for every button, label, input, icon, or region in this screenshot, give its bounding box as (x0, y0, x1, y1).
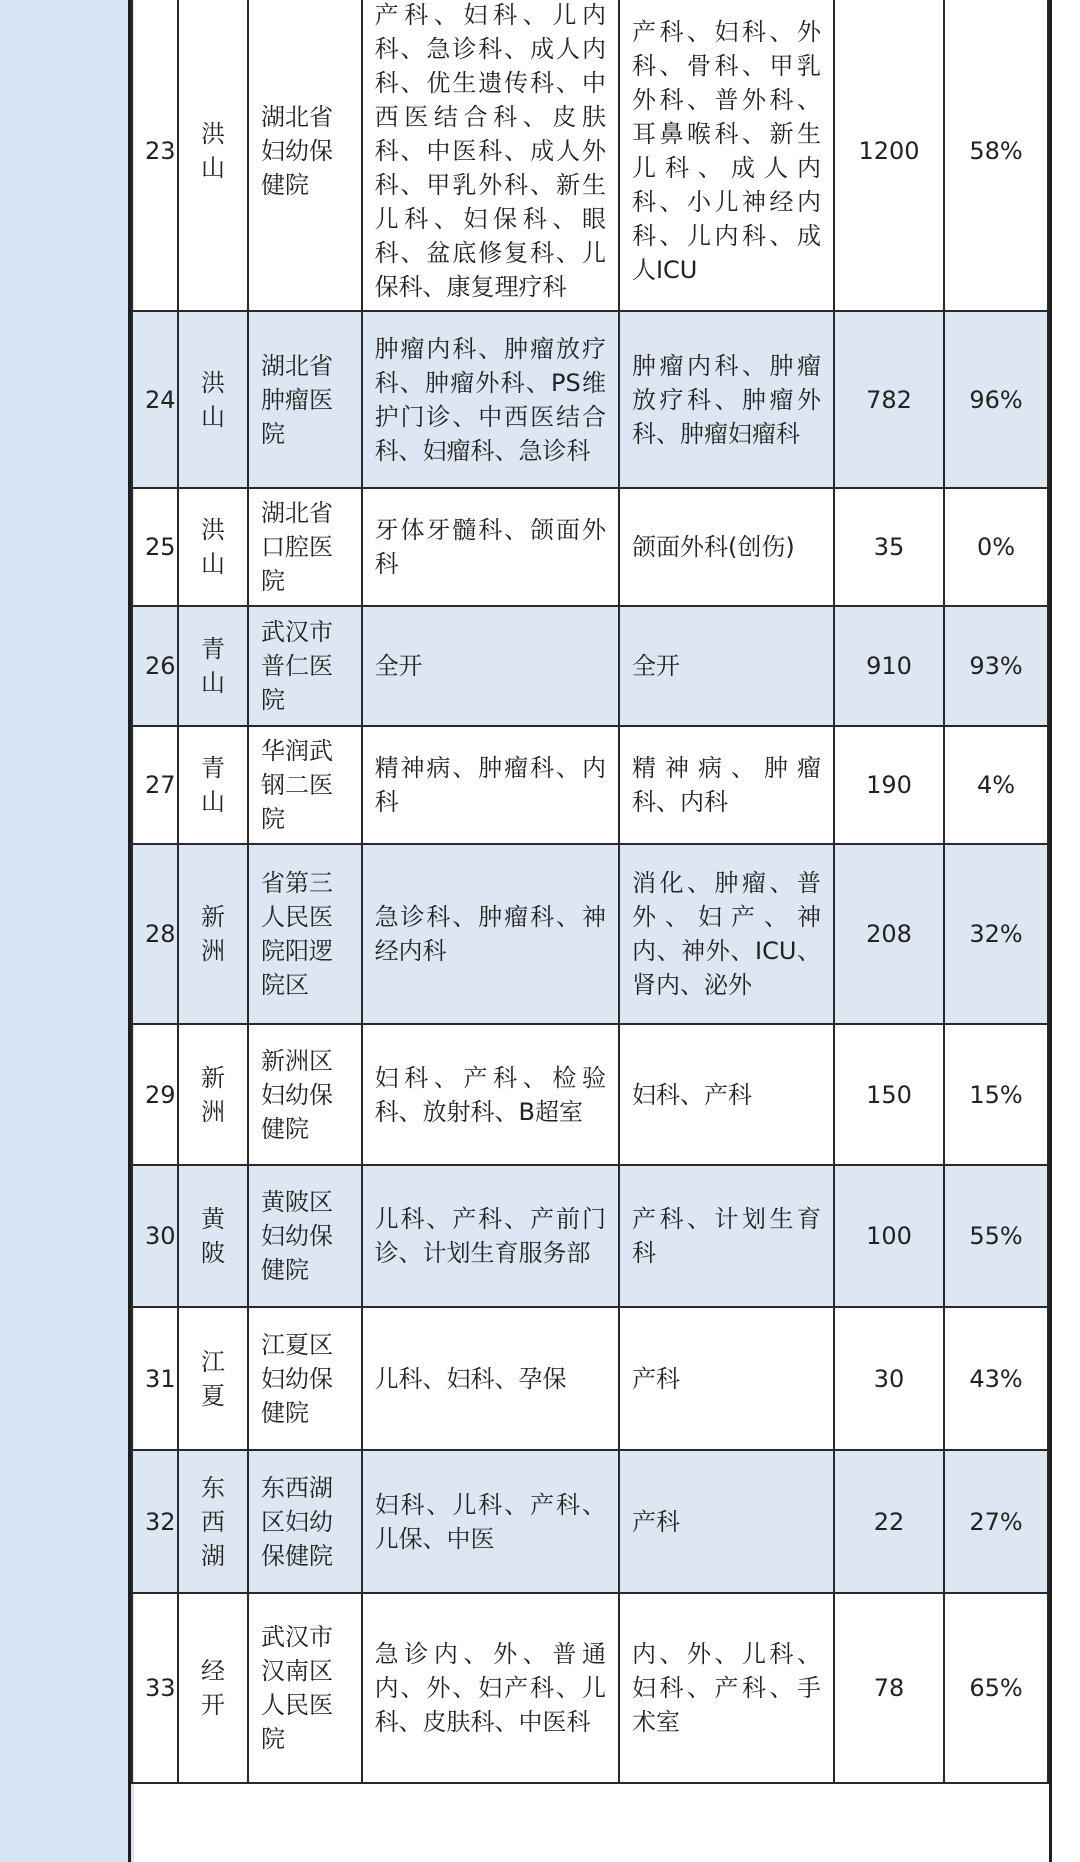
hospital-cell (248, 606, 362, 726)
district-text: 青 山 (200, 754, 225, 816)
open-departments: 急诊科、肿瘤科、神经内科 (362, 844, 619, 1024)
hospital-cell (248, 1024, 362, 1165)
hospital-cell (248, 1165, 362, 1307)
table-row (132, 606, 1048, 726)
open-departments: 产科、妇科、儿内科、急诊科、成人内科、优生遗传科、中西医结合科、皮肤科、中医科、成人外科、甲乳外科、新生儿科、妇保科、眼科、盆底修复科、儿保科、康复理疗科 (362, 0, 619, 311)
hospital-name: 黄陂区 妇幼保 健院 (260, 1188, 333, 1284)
hospital-cell (248, 311, 362, 488)
short-departments: 产科 (619, 1450, 834, 1593)
table-row (132, 311, 1048, 488)
short-departments: 内、外、儿科、妇科、产科、手术室 (619, 1593, 834, 1783)
open-departments: 儿科、产科、产前门诊、计划生育服务部 (362, 1165, 619, 1307)
bed-count: 30 (834, 1307, 944, 1450)
open-departments: 牙体牙髓科、颌面外科 (362, 488, 619, 606)
district-text: 青 山 (200, 635, 225, 697)
hospital-name: 湖北省 肿瘤医 院 (260, 351, 333, 448)
hospital-cell (248, 1307, 362, 1450)
bed-count: 1200 (834, 0, 944, 311)
row-index: 25 (132, 488, 178, 606)
short-departments: 妇科、产科 (619, 1024, 834, 1165)
open-departments: 妇科、儿科、产科、儿保、中医 (362, 1450, 619, 1593)
bed-count: 100 (834, 1165, 944, 1307)
row-index: 31 (132, 1307, 178, 1450)
row-index: 29 (132, 1024, 178, 1165)
left-side-band (0, 0, 134, 1862)
occupancy-rate: 0% (944, 488, 1048, 606)
occupancy-rate: 93% (944, 606, 1048, 726)
short-departments: 产科 (619, 1307, 834, 1450)
occupancy-rate: 65% (944, 1593, 1048, 1783)
district-cell (178, 1024, 248, 1165)
bed-count: 22 (834, 1450, 944, 1593)
district-cell (178, 311, 248, 488)
district-text: 江 夏 (200, 1347, 225, 1410)
hospital-cell (248, 844, 362, 1024)
district-cell (178, 1307, 248, 1450)
hospital-cell (248, 0, 362, 311)
hospital-name: 东西湖 区妇幼 保健院 (260, 1473, 333, 1570)
bed-count: 78 (834, 1593, 944, 1783)
occupancy-rate: 96% (944, 311, 1048, 488)
hospital-cell (248, 1593, 362, 1783)
right-margin (1052, 0, 1080, 1862)
row-index: 27 (132, 726, 178, 844)
occupancy-rate: 32% (944, 844, 1048, 1024)
hospital-name: 湖北省 妇幼保 健院 (260, 103, 333, 199)
bed-count: 35 (834, 488, 944, 606)
row-index: 23 (132, 0, 178, 311)
open-departments: 儿科、妇科、孕保 (362, 1307, 619, 1450)
occupancy-rate: 58% (944, 0, 1048, 311)
hospital-cell (248, 488, 362, 606)
short-departments: 消化、肿瘤、普外、妇产、神内、神外、ICU、肾内、泌外 (619, 844, 834, 1024)
district-cell (178, 1593, 248, 1783)
row-index: 28 (132, 844, 178, 1024)
table-row (132, 1165, 1048, 1307)
district-cell (178, 844, 248, 1024)
short-departments: 颌面外科(创伤) (619, 488, 834, 606)
hospital-name: 湖北省 口腔医 院 (260, 499, 333, 595)
open-departments: 妇科、产科、检验科、放射科、B超室 (362, 1024, 619, 1165)
bed-count: 782 (834, 311, 944, 488)
open-departments: 全开 (362, 606, 619, 726)
district-cell (178, 0, 248, 311)
district-cell (178, 726, 248, 844)
row-index: 24 (132, 311, 178, 488)
occupancy-rate: 15% (944, 1024, 1048, 1165)
hospital-name: 华润武 钢二医 院 (260, 737, 333, 833)
hospital-name: 江夏区 妇幼保 健院 (260, 1330, 333, 1427)
occupancy-rate: 43% (944, 1307, 1048, 1450)
hospital-name: 武汉市 汉南区 人民医 院 (260, 1623, 333, 1753)
open-departments: 急诊内、外、普通内、外、妇产科、儿科、皮肤科、中医科 (362, 1593, 619, 1783)
occupancy-rate: 4% (944, 726, 1048, 844)
occupancy-rate: 27% (944, 1450, 1048, 1593)
bed-count: 208 (834, 844, 944, 1024)
district-text: 新 洲 (200, 903, 225, 965)
bed-count: 150 (834, 1024, 944, 1165)
district-cell (178, 606, 248, 726)
occupancy-rate: 55% (944, 1165, 1048, 1307)
row-index: 26 (132, 606, 178, 726)
short-departments: 全开 (619, 606, 834, 726)
hospital-name: 新洲区 妇幼保 健院 (260, 1046, 333, 1143)
table-row (132, 844, 1048, 1024)
district-text: 洪 山 (200, 120, 225, 182)
row-index: 33 (132, 1593, 178, 1783)
district-text: 黄 陂 (200, 1205, 225, 1267)
district-cell (178, 488, 248, 606)
hospital-table (131, 0, 1049, 1784)
table-row (132, 488, 1048, 606)
district-text: 洪 山 (200, 368, 225, 431)
short-departments: 产科、妇科、外科、骨科、甲乳外科、普外科、耳鼻喉科、新生儿科、成人内科、小儿神经内科、儿内科、成人ICU (619, 0, 834, 311)
table-row (132, 0, 1048, 311)
table-row (132, 726, 1048, 844)
bed-count: 910 (834, 606, 944, 726)
district-text: 经 开 (200, 1657, 225, 1719)
table-row (132, 1450, 1048, 1593)
bed-count: 190 (834, 726, 944, 844)
table-row (132, 1307, 1048, 1450)
district-text: 东 西 湖 (200, 1473, 225, 1570)
short-departments: 产科、计划生育科 (619, 1165, 834, 1307)
open-departments: 精神病、肿瘤科、内科 (362, 726, 619, 844)
table-row (132, 1593, 1048, 1783)
hospital-name: 省第三 人民医 院阳逻 院区 (260, 869, 333, 999)
hospital-cell (248, 726, 362, 844)
hospital-cell (248, 1450, 362, 1593)
district-text: 新 洲 (200, 1063, 225, 1126)
district-cell (178, 1450, 248, 1593)
row-index: 32 (132, 1450, 178, 1593)
district-text: 洪 山 (200, 516, 225, 578)
short-departments: 精神病、肿瘤科、内科 (619, 726, 834, 844)
open-departments: 肿瘤内科、肿瘤放疗科、肿瘤外科、PS维护门诊、中西医结合科、妇瘤科、急诊科 (362, 311, 619, 488)
hospital-name: 武汉市 普仁医 院 (260, 618, 333, 714)
district-cell (178, 1165, 248, 1307)
table-row (132, 1024, 1048, 1165)
short-departments: 肿瘤内科、肿瘤放疗科、肿瘤外科、肿瘤妇瘤科 (619, 311, 834, 488)
row-index: 30 (132, 1165, 178, 1307)
